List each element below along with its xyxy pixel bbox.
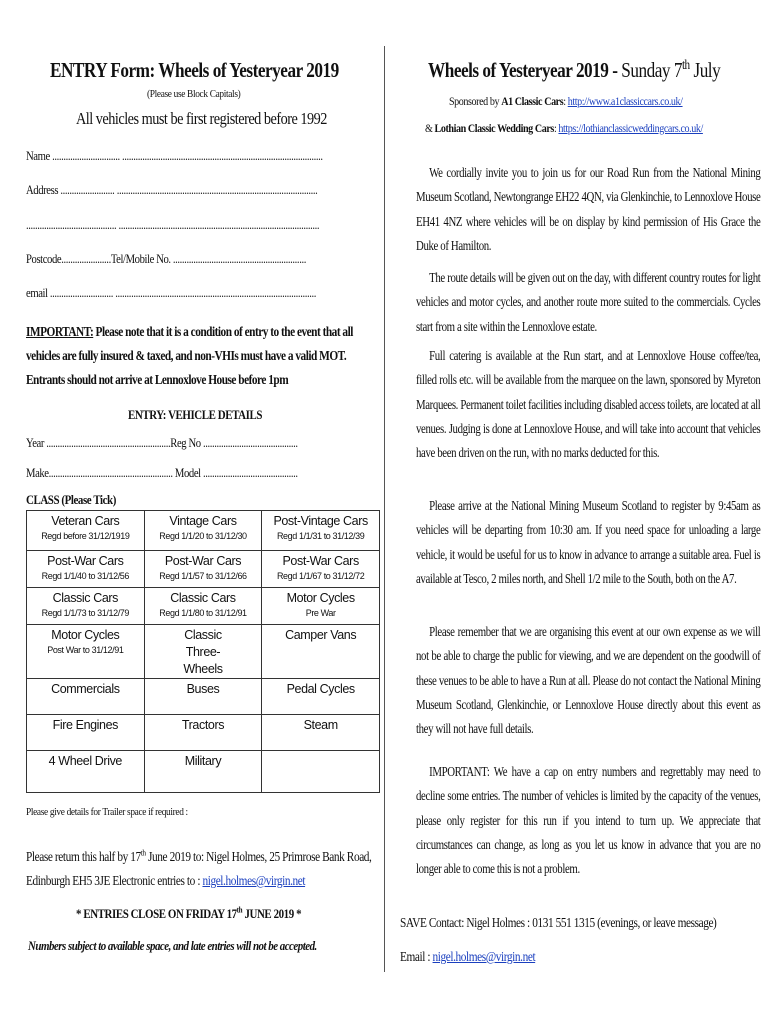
class-date-range: Regd before 31/12/1919 (41, 531, 130, 541)
year-reg-label: Year .......................................................Reg No .......................................... (26, 435, 298, 450)
class-date-range: Regd 1/1/40 to 31/12/56 (41, 571, 130, 581)
return-instructions (26, 845, 376, 893)
entries-close-note (76, 906, 344, 922)
class-name: Post-War Cars (164, 554, 242, 568)
postcode-tel-label: Postcode......................Tel/Mobile No. ........................................................... (26, 251, 306, 266)
return-email-link[interactable]: nigel.holmes@virgin.net (202, 873, 306, 888)
save-contact (400, 915, 770, 931)
event-title (428, 58, 770, 83)
block-capitals-note (147, 88, 257, 100)
block-capitals-text: (Please use Block Capitals) (147, 88, 241, 100)
class-table-row (27, 511, 380, 551)
class-option-cell[interactable] (262, 751, 380, 793)
class-option-cell[interactable] (27, 511, 145, 551)
trailer-note (26, 806, 216, 818)
numbers-note-text: Numbers subject to available space, and late entries will not be accepted. (28, 938, 317, 953)
class-option-cell[interactable] (144, 511, 262, 551)
class-table-row (27, 625, 380, 679)
return-sup: th (140, 847, 146, 858)
email-field[interactable] (26, 285, 380, 301)
class-option-cell[interactable] (27, 625, 145, 679)
sponsor-1-prefix: Sponsored by (449, 94, 502, 108)
address-field[interactable] (26, 182, 381, 198)
paragraph-arrival (400, 494, 761, 591)
paragraph-catering-text: Full catering is available at the Run start, and at Lennoxlove House coffee/tea, filled rolls etc. will be available from the marquee on the lawn, sponsored by Myreton Marquees. Permanent toilet facilities including disabled access toilets, are located at all venues. Judging is done at Lennoxlove House, and will take into account that vehicles have been driven on the run, with no marks deducted for this. (416, 348, 761, 461)
numbers-note (28, 938, 372, 954)
class-name: Post-Vintage Cars (273, 514, 368, 528)
class-option-cell[interactable] (262, 588, 380, 625)
paragraph-cap-text: IMPORTANT: We have a cap on entry numbers and regrettably may need to decline some entries. The number of vehicles is limited by the capacity of the venues, please only register for this run if you intend to turn up. We appreciate that circumstances can change, as long as you let us know in advance that you are no longer able to come this is not a problem. (416, 764, 761, 877)
name-field[interactable] (26, 148, 388, 164)
contact-email (400, 949, 561, 965)
class-table-row (27, 715, 380, 751)
class-name: Classic Three-Wheels (183, 628, 223, 676)
class-name (262, 751, 379, 753)
class-name: Camper Vans (285, 628, 357, 642)
event-title-bold: Wheels of Yesteryear 2019 - (428, 58, 618, 82)
paragraph-invite-text: We cordially invite you to join us for our Road Run from the National Mining Museum Scotland, Newtongrange EH22 4QN, via Glenkinchie, to Lennoxlove House EH41 4NZ where vehicles will be on display by kind permission of His Grace the Duke of Hamilton. (416, 165, 761, 253)
email-field-label: email ............................ ......................................................................................... (26, 285, 316, 300)
class-option-cell[interactable] (262, 551, 380, 588)
sponsor-2-sep: : (553, 121, 559, 135)
class-name: Military (184, 754, 222, 768)
class-option-cell[interactable] (262, 679, 380, 715)
event-title-sup: th (681, 57, 690, 72)
class-name: Veteran Cars (51, 514, 120, 528)
class-date-range: Regd 1/1/31 to 31/12/39 (276, 531, 365, 541)
class-table-row (27, 551, 380, 588)
important-label: IMPORTANT: (26, 324, 94, 339)
important-notice (26, 320, 371, 392)
class-date-range: Regd 1/1/57 to 31/12/66 (159, 571, 247, 581)
class-name: Motor Cycles (286, 591, 355, 605)
class-date-range: Regd 1/1/80 to 31/12/91 (159, 608, 247, 618)
class-name: Steam (303, 718, 338, 732)
class-name: Tractors (181, 718, 225, 732)
class-name: Motor Cycles (51, 628, 120, 642)
class-heading-text: CLASS (Please Tick) (26, 492, 116, 507)
close-text-2: JUNE 2019 * (242, 906, 302, 921)
class-name: Vintage Cars (169, 514, 237, 528)
return-text-2: June 2019 to: Nigel Holmes, 25 Primrose Bank Road, Edinburgh EH5 3JE Electronic entries to : (26, 849, 372, 888)
class-name: Buses (186, 682, 220, 696)
save-contact-text: SAVE Contact: Nigel Holmes : 0131 551 1315 (evenings, or leave message) (400, 915, 717, 930)
entry-form-title (50, 58, 402, 83)
registered-note-text: All vehicles must be first registered before 1992 (76, 109, 327, 128)
class-name: Commercials (51, 682, 120, 696)
paragraph-catering (400, 344, 761, 465)
class-date-range: Regd 1/1/67 to 31/12/72 (276, 571, 365, 581)
event-title-month: July (689, 58, 721, 82)
class-option-cell[interactable] (27, 751, 145, 793)
class-date-range: Regd 1/1/73 to 31/12/79 (41, 608, 130, 618)
class-option-cell[interactable] (144, 751, 262, 793)
class-name: Classic Cars (170, 591, 236, 605)
sponsor-1-link[interactable]: http://www.a1classiccars.co.uk/ (567, 94, 683, 108)
sponsor-2-name: Lothian Classic Wedding Cars (434, 121, 554, 135)
contact-email-link[interactable]: nigel.holmes@virgin.net (432, 949, 536, 964)
class-heading (26, 492, 133, 508)
trailer-note-text: Please give details for Trailer space if required : (26, 806, 188, 818)
column-divider (384, 46, 385, 972)
class-option-cell[interactable] (262, 715, 380, 751)
class-option-cell[interactable] (262, 511, 380, 551)
sponsor-2-link[interactable]: https://lothianclassicweddingcars.co.uk/ (558, 121, 703, 135)
class-option-cell[interactable] (27, 679, 145, 715)
class-name: Post-War Cars (47, 554, 124, 568)
close-text-1: * ENTRIES CLOSE ON FRIDAY 17 (76, 906, 237, 921)
class-option-cell[interactable] (27, 551, 145, 588)
class-option-cell[interactable] (144, 625, 262, 679)
sponsor-1 (449, 94, 727, 109)
paragraph-route-text: The route details will be given out on the day, with different country routes for light vehicles and motor cycles, and another route more suited to the commercials. Cycles start from a site within the Lennoxlove estate. (416, 270, 761, 334)
name-field-label: Name .............................. ......................................................................................... (26, 148, 323, 163)
make-model-label: Make....................................................... Model .......................................... (26, 465, 298, 480)
postcode-tel-field[interactable] (26, 251, 367, 267)
year-reg-field[interactable] (26, 435, 357, 451)
class-table (26, 510, 380, 793)
class-date-range: Post War to 31/12/91 (47, 645, 124, 655)
contact-email-prefix: Email : (400, 949, 433, 964)
class-option-cell[interactable] (262, 625, 380, 679)
class-name: Classic Cars (52, 591, 118, 605)
sponsor-2 (425, 121, 756, 136)
class-table-row (27, 679, 380, 715)
make-model-field[interactable] (26, 465, 357, 481)
vehicle-details-heading (128, 407, 288, 423)
vehicle-details-heading-text: ENTRY: VEHICLE DETAILS (128, 407, 263, 422)
class-name: Pedal Cycles (286, 682, 355, 696)
class-option-cell[interactable] (144, 715, 262, 751)
class-option-cell[interactable] (27, 715, 145, 751)
class-date-range: Pre War (305, 608, 336, 618)
paragraph-expense (400, 620, 761, 741)
class-option-cell[interactable] (144, 679, 262, 715)
class-option-cell[interactable] (27, 588, 145, 625)
entry-form-title-text: ENTRY Form: Wheels of Yesteryear 2019 (50, 58, 339, 82)
address-line2-label: ........................................ ......................................................................................... (26, 217, 320, 232)
class-option-cell[interactable] (144, 588, 262, 625)
return-text-1: Please return this half by 17 (26, 849, 141, 864)
address-field-label: Address ........................ ......................................................................................... (26, 182, 318, 197)
class-name: Post-War Cars (282, 554, 359, 568)
class-name: 4 Wheel Drive (48, 754, 122, 768)
event-title-date: Sunday 7 (617, 58, 682, 82)
important-text: Please note that it is a condition of entry to the event that all vehicles are fully insured & taxed, and non-VHIs must have a valid MOT. Entrants should not arrive at Lennoxlove House before 1pm (26, 324, 353, 387)
paragraph-arrival-text: Please arrive at the National Mining Museum Scotland to register by 9:45am as vehicles will be departing from 10:30 am. If you need space for unloading a large vehicle, it would be useful for us to know in advance to arrange a suitable area. Fuel is available at Tesco, 2 miles north, and Shell 1/2 mile to the South, both on the A7. (416, 498, 761, 586)
paragraph-cap (400, 760, 761, 881)
class-name: Fire Engines (52, 718, 119, 732)
sponsor-1-name: A1 Classic Cars (501, 94, 564, 108)
close-sup: th (236, 904, 243, 915)
paragraph-invite (400, 161, 761, 258)
class-date-range: Regd 1/1/20 to 31/12/30 (159, 531, 247, 541)
paragraph-expense-text: Please remember that we are organising this event at our own expense as we will not be able to charge the public for viewing, and we are dependent on the goodwill of these venues to be able to have a Run at all. Please do not contact the National Mining Museum Scotland, Glenkinchie, or Lennoxlove House directly about this event as they will not have full details. (416, 624, 761, 737)
class-table-row (27, 751, 380, 793)
class-table-row (27, 588, 380, 625)
address-line2-field[interactable] (26, 217, 384, 233)
registered-note (76, 109, 375, 129)
class-option-cell[interactable] (144, 551, 262, 588)
sponsor-1-sep: : (563, 94, 568, 108)
sponsor-2-prefix: & (425, 121, 435, 135)
paragraph-route (400, 266, 761, 339)
